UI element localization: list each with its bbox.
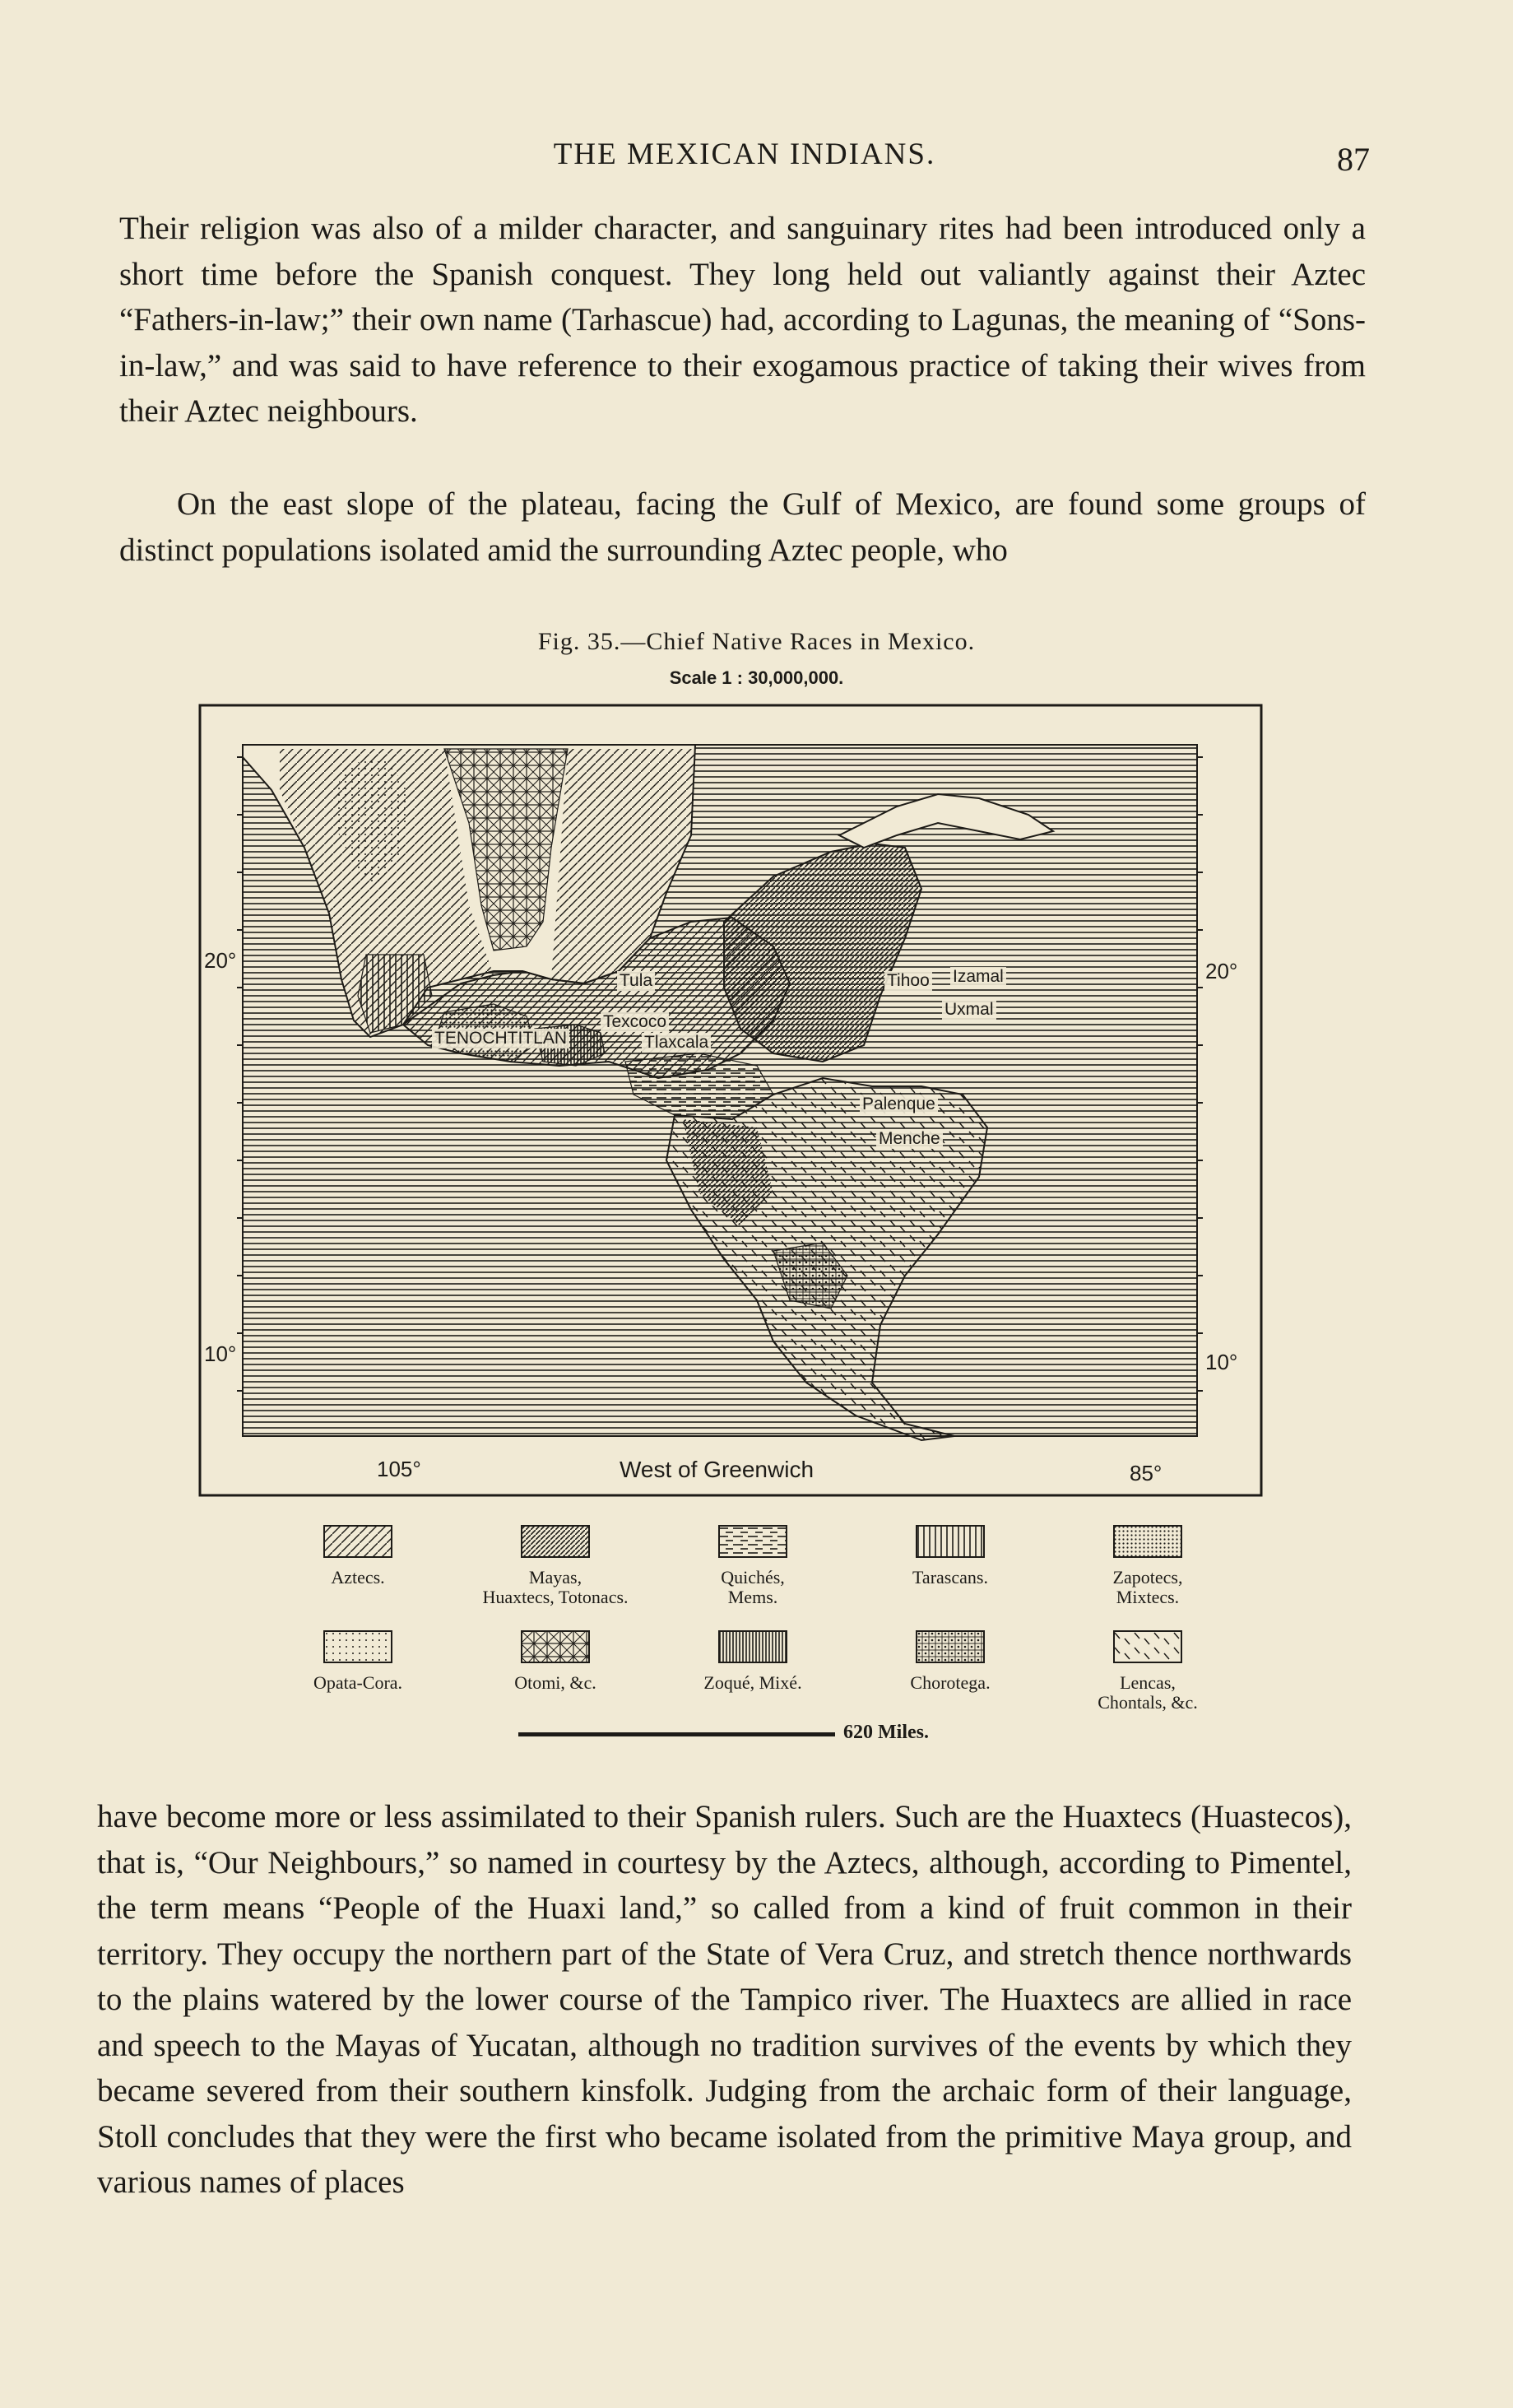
map-drawing (197, 700, 1279, 1502)
axis-lat-20-left: 20° (202, 948, 239, 974)
label-tula: Tula (617, 971, 655, 991)
scale-bar (518, 1732, 835, 1736)
figure-caption: Fig. 35.—Chief Native Races in Mexico. (537, 628, 976, 655)
legend-swatch-aztecs (323, 1525, 392, 1558)
axis-lat-20-right: 20° (1203, 959, 1240, 984)
label-izamal: Izamal (950, 967, 1006, 987)
legend-swatch-lencas (1113, 1630, 1182, 1663)
legend-label: Aztecs. (331, 1567, 385, 1588)
legend-item-zoque (654, 1630, 852, 1693)
legend-item-chorotega (852, 1630, 1049, 1693)
legend-item-lencas (1049, 1630, 1246, 1713)
legend-label: Quichés, Mems. (721, 1567, 785, 1607)
label-tihoo: Tihoo (884, 971, 932, 991)
label-texcoco: Texcoco (601, 1012, 669, 1032)
label-menche: Menche (876, 1129, 943, 1149)
legend-label: Zapotecs, Mixtecs. (1112, 1567, 1183, 1607)
axis-meridian: West of Greenwich (617, 1457, 816, 1483)
legend-swatch-quiches (718, 1525, 787, 1558)
paragraph-2: On the east slope of the plateau, facing the Gulf of Mexico, are found some groups of distinct populations isolated amid the surrounding Aztec people, who (119, 486, 1366, 568)
legend-item-mayas (457, 1525, 654, 1607)
legend-swatch-otomi (521, 1630, 590, 1663)
legend-item-otomi (457, 1630, 654, 1693)
legend-item-zapotecs (1049, 1525, 1246, 1607)
map-legend (259, 1525, 1246, 1747)
legend-label: Tarascans. (912, 1567, 988, 1588)
legend-swatch-opata (323, 1630, 392, 1663)
legend-item-tarascans (852, 1525, 1049, 1588)
legend-swatch-zoque (718, 1630, 787, 1663)
axis-lon-105: 105° (374, 1457, 424, 1482)
figure-scale: Scale 1 : 30,000,000. (669, 667, 844, 688)
legend-swatch-tarascans (916, 1525, 985, 1558)
page-number: 87 (1337, 141, 1370, 178)
legend-label: Chorotega. (910, 1672, 991, 1693)
scale-bar-label: 620 Miles. (843, 1722, 929, 1743)
axis-lat-10-left: 10° (202, 1341, 239, 1367)
paragraph-3: have become more or less assimilated to their Spanish rulers. Such are the Huaxtecs (Huastecos), that is, “Our Neighbours,” so named in courtesy by the Aztecs, although, according to Pimentel, the term means “People of the Huaxi land,” so called from a kind of fruit common in their territory. They occupy the northern part of the State of Vera Cruz, and stretch thence northwards to the plains watered by the lower course of the Tampico river. The Huaxtecs are allied in race and speech to the Mayas of Yucatan, although no tradition survives of the events by which they became severed from their southern kinsfolk. Judging from the archaic form of their language, Stoll concludes that they were the first who became isolated from the primitive Maya group, and various names of places (97, 1799, 1352, 2200)
legend-item-opata (259, 1630, 457, 1693)
legend-item-aztecs (259, 1525, 457, 1588)
legend-item-quiches (654, 1525, 852, 1607)
axis-lat-10-right: 10° (1203, 1350, 1240, 1375)
legend-swatch-mayas (521, 1525, 590, 1558)
running-title: THE MEXICAN INDIANS. (553, 137, 936, 171)
legend-label: Opata-Cora. (313, 1672, 403, 1693)
label-palenque: Palenque (860, 1095, 938, 1114)
legend-swatch-chorotega (916, 1630, 985, 1663)
legend-label: Lencas, Chontals, &c. (1098, 1672, 1198, 1713)
map-figure (197, 700, 1279, 1502)
legend-label: Otomi, &c. (514, 1672, 596, 1693)
label-tlaxcala: Tlaxcala (642, 1033, 711, 1053)
legend-swatch-zapotecs (1113, 1525, 1182, 1558)
legend-label: Zoqué, Mixé. (703, 1672, 802, 1693)
running-header (119, 132, 1370, 181)
label-uxmal: Uxmal (942, 1000, 996, 1020)
axis-lon-85: 85° (1127, 1461, 1164, 1486)
legend-label: Mayas, Huaxtecs, Totonacs. (482, 1567, 629, 1607)
paragraph-1: Their religion was also of a milder character, and sanguinary rites had been introduced only a short time before the Spanish conquest. They long held out valiantly against their Aztec “Fathers-in-law;” their own name (Tarhascue) had, according to Lagunas, the meaning of “Sons-in-law,” and was said to have reference to their exogamous practice of taking their wives from their Aztec neighbours. (119, 211, 1366, 429)
label-tenochtitlan: TENOCHTITLAN (432, 1029, 569, 1048)
